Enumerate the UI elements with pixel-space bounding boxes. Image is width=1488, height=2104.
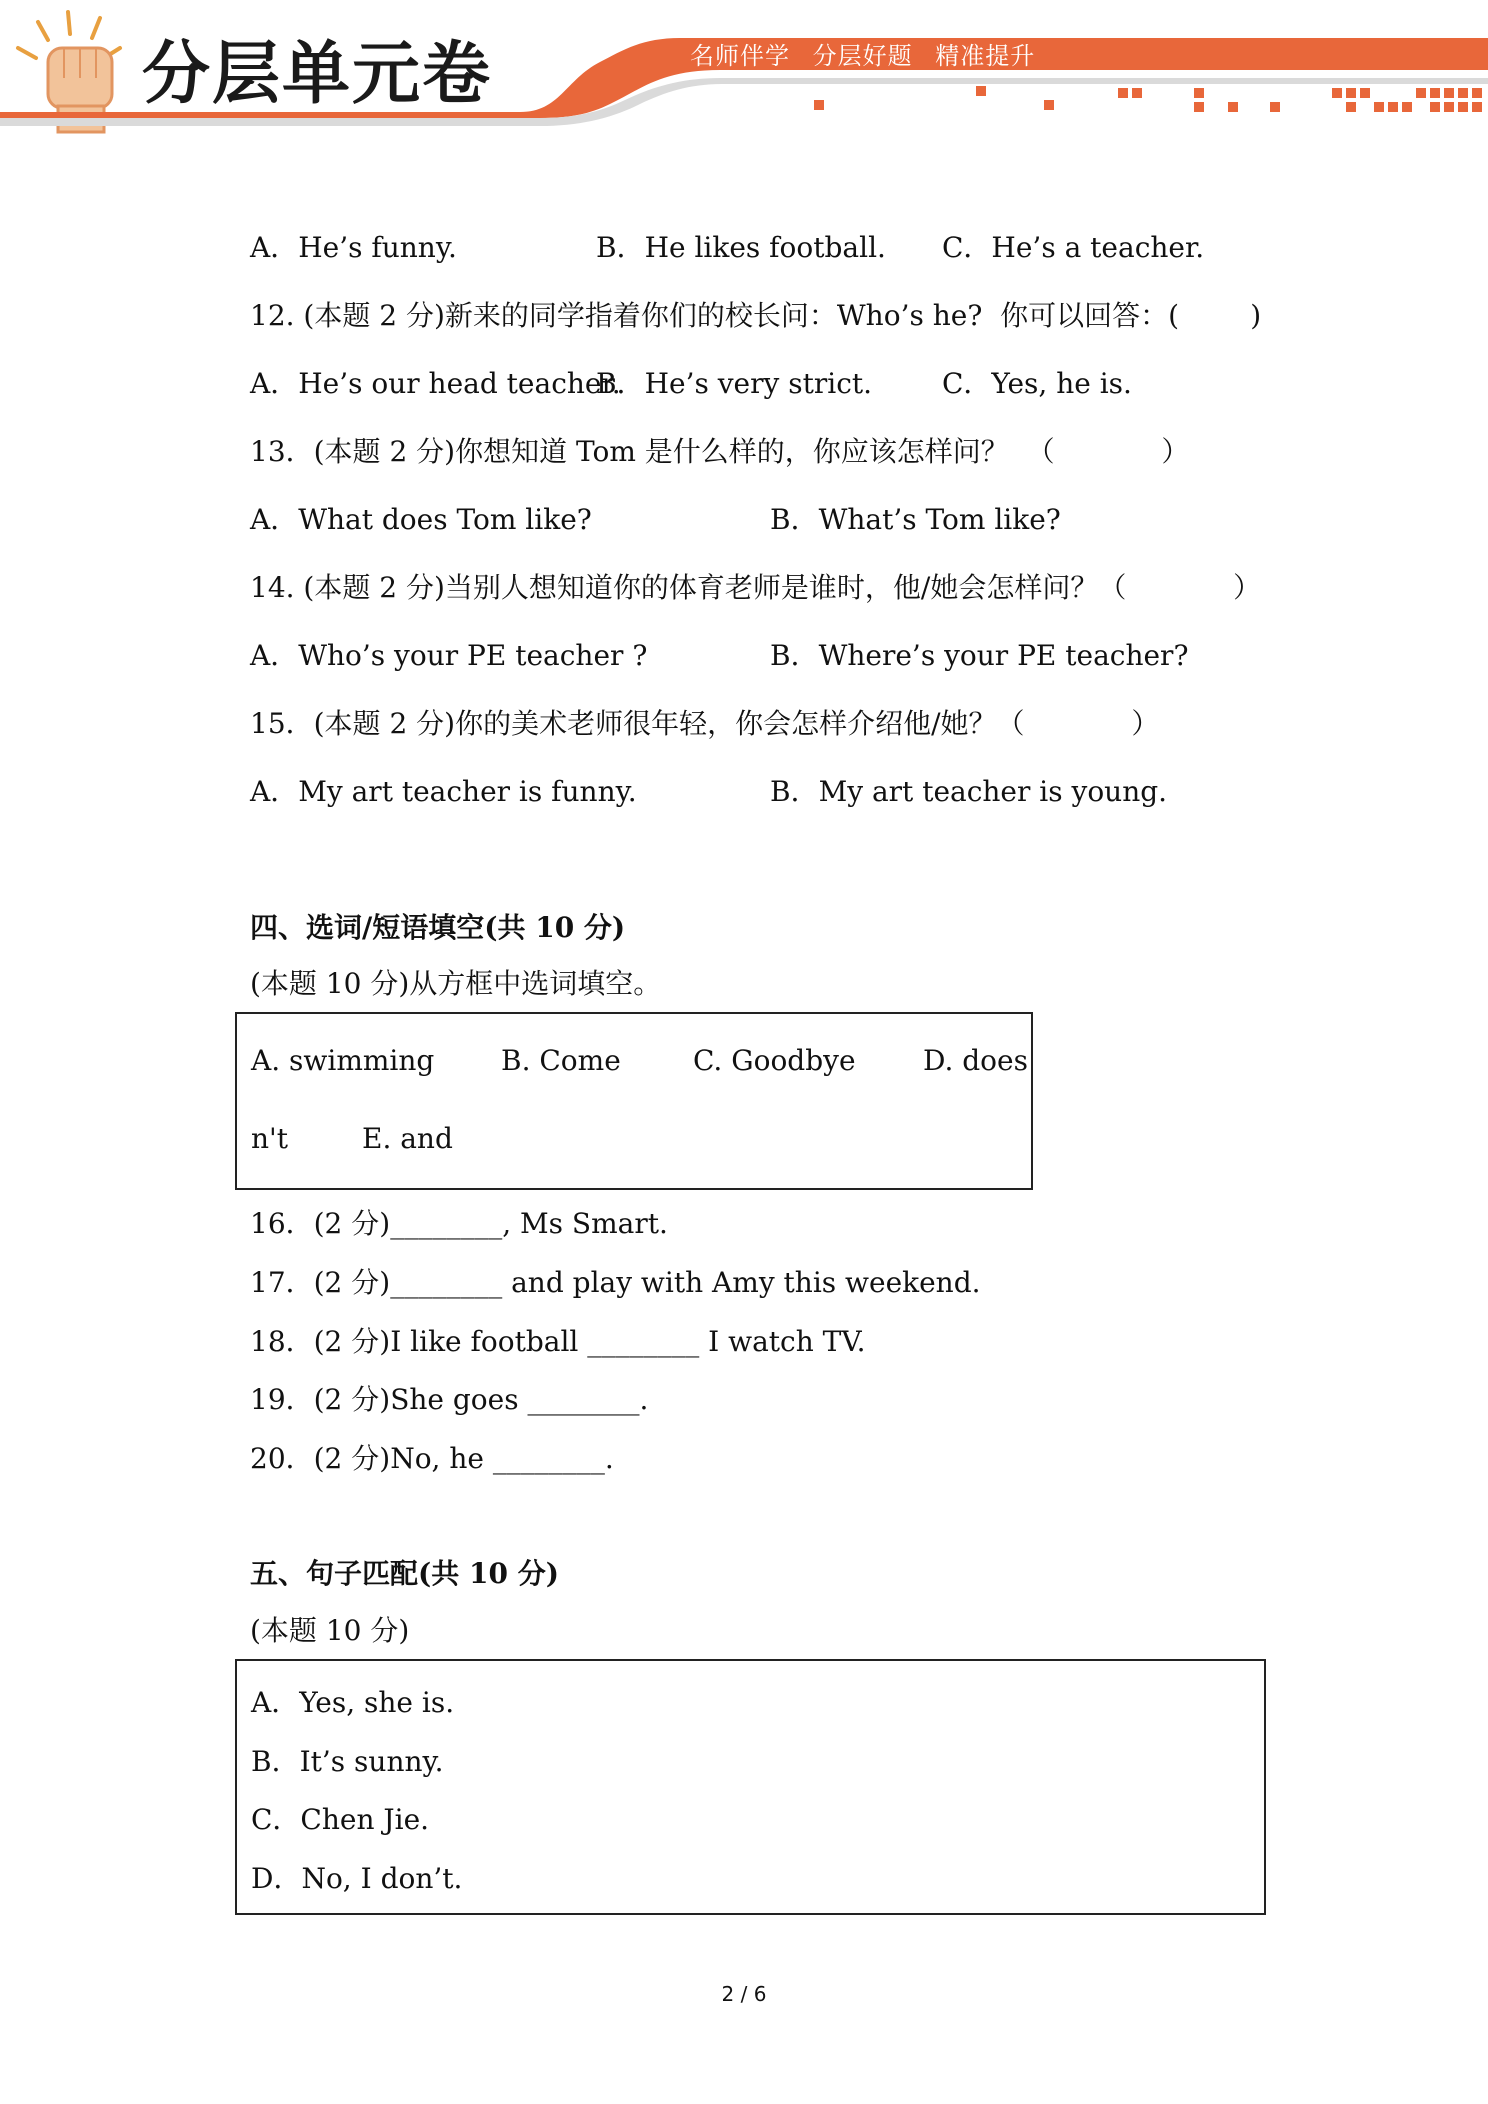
word-option: A. swimming bbox=[251, 1044, 435, 1077]
section5-heading: 五、句子匹配(共 10 分) bbox=[250, 1557, 559, 1590]
fill-item: 20．(2 分)No, he ________. bbox=[250, 1442, 614, 1475]
match-option: A．Yes, she is. bbox=[251, 1686, 455, 1719]
section4-heading: 四、选词/短语填空(共 10 分) bbox=[250, 911, 626, 944]
fill-item: 17．(2 分)________ and play with Amy this weekend. bbox=[250, 1266, 981, 1299]
word-option: E. and bbox=[362, 1122, 453, 1155]
q15-option-a: A．My art teacher is funny. bbox=[250, 775, 637, 808]
q13-option-a: A．What does Tom like? bbox=[250, 503, 592, 536]
word-option: B. Come bbox=[501, 1044, 621, 1077]
match-option: C．Chen Jie. bbox=[251, 1803, 430, 1836]
q12-option-b: B．He’s very strict. bbox=[596, 367, 873, 400]
q13-option-b: B．What’s Tom like? bbox=[770, 503, 1061, 536]
q15-stem: 15．(本题 2 分)你的美术老师很年轻，你会怎样介绍他/她？（ ） bbox=[250, 707, 1160, 740]
fill-item: 16．(2 分)________, Ms Smart. bbox=[250, 1207, 668, 1240]
q11-option-c: C．He’s a teacher. bbox=[942, 231, 1205, 264]
word-box bbox=[235, 1012, 1033, 1190]
fill-item: 18．(2 分)I like football ________ I watch TV. bbox=[250, 1325, 866, 1358]
q14-option-a: A．Who’s your PE teacher ? bbox=[250, 639, 648, 672]
q15-option-b: B．My art teacher is young. bbox=[770, 775, 1168, 808]
word-option: D. does bbox=[923, 1044, 1028, 1077]
section5-intro: (本题 10 分) bbox=[250, 1614, 410, 1647]
q11-option-a: A．He’s funny. bbox=[250, 231, 457, 264]
word-option: n't bbox=[251, 1122, 288, 1155]
q11-option-b: B．He likes football. bbox=[596, 231, 886, 264]
match-box bbox=[235, 1659, 1266, 1915]
q13-stem: 13．(本题 2 分)你想知道 Tom 是什么样的，你应该怎样问？ （ ） bbox=[250, 435, 1190, 468]
q12-option-c: C．Yes, he is. bbox=[942, 367, 1132, 400]
banner-title: 分层单元卷 bbox=[142, 35, 493, 114]
q12-option-a: A．He’s our head teacher. bbox=[250, 367, 621, 400]
header-banner bbox=[0, 0, 1488, 140]
q14-stem: 14. (本题 2 分)当别人想知道你的体育老师是谁时，他/她会怎样问？（ ） bbox=[250, 571, 1262, 604]
page-number: 2 / 6 bbox=[721, 1982, 767, 2006]
word-option: C. Goodbye bbox=[693, 1044, 856, 1077]
match-option: B．It’s sunny. bbox=[251, 1745, 444, 1778]
q12-stem: 12. (本题 2 分)新来的同学指着你们的校长问：Who’s he? 你可以回答：( ) bbox=[250, 299, 1262, 332]
section4-intro: (本题 10 分)从方框中选词填空。 bbox=[250, 967, 662, 1000]
fill-item: 19．(2 分)She goes ________. bbox=[250, 1383, 649, 1416]
q14-option-b: B．Where’s your PE teacher? bbox=[770, 639, 1189, 672]
banner-slogan: 名师伴学 分层好题 精准提升 bbox=[690, 42, 1036, 70]
match-option: D．No, I don’t. bbox=[251, 1862, 463, 1895]
